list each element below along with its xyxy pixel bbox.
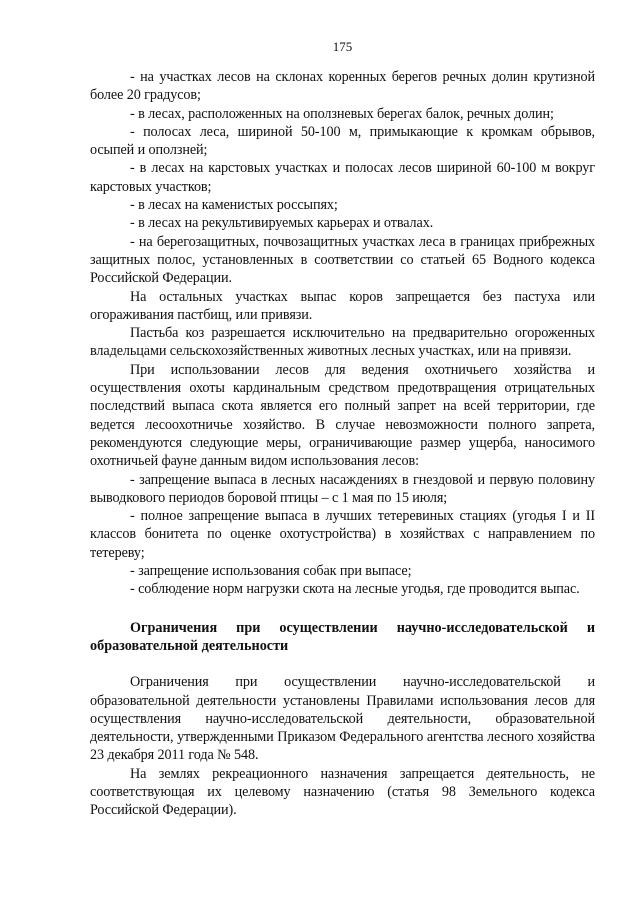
paragraph: - в лесах на рекультивируемых карьерах и отвалах.: [130, 215, 434, 232]
paragraph: - запрещение выпаса в лесных насаждениях в гнездовой и первую половину выводкового периодов боровой птицы – с 1 мая по 15 июля;: [90, 471, 595, 506]
paragraph: Пастьба коз разрешается исключительно на предварительно огороженных владельцами сельскохозяйственных животных лесных участках, или на привязи.: [90, 325, 595, 360]
paragraph: Ограничения при осуществлении научно-исследовательской и образовательной деятельности установлены Правилами использования лесов для осуществления научно-исследовательской деятельности, образовательной деятельности, утвержденными Приказом Федерального агентства лесного хозяйства 23 декабря 2011 года № 548.: [90, 674, 595, 764]
paragraph: - в лесах, расположенных на оползневых берегах балок, речных долин;: [130, 105, 554, 122]
document-page: [90, 38, 595, 820]
page-number: 175: [332, 39, 353, 54]
paragraph: При использовании лесов для ведения охотничьего хозяйства и осуществления охоты кардинальным средством предотвращения отрицательных последствий выпаса скота является его полный запрет на всей территории, где ведется лесоохотничье хозяйство. В случае невозможности полного запрета, рекомендуются следующие меры, ограничивающие размер ущерба, наносимого охотничьей фауне данным видом использования лесов:: [90, 361, 595, 470]
body-after: [90, 673, 595, 819]
paragraph: - полное запрещение выпаса в лучших тетеревиных стациях (угодья I и II классов бонитета по оценке охотустройства) в хозяйствах с направлением по тетереву;: [90, 508, 595, 561]
paragraph: - полосах леса, шириной 50-100 м, примыкающие к кромкам обрывов, осыпей и оползней;: [90, 123, 595, 159]
paragraph: - соблюдение норм нагрузки скота на лесные угодья, где проводится выпас.: [130, 581, 580, 598]
body-before: [90, 68, 595, 599]
paragraph: - запрещение использования собак при выпасе;: [130, 563, 412, 580]
section-heading: Ограничения при осуществлении научно-исследовательской и образовательной деятельности: [90, 619, 595, 654]
paragraph: - в лесах на каменистых россыпях;: [130, 197, 338, 214]
paragraph: - на участках лесов на склонах коренных берегов речных долин крутизной более 20 градусов;: [90, 69, 595, 104]
paragraph: - на берегозащитных, почвозащитных участках леса в границах прибрежных защитных полос, установленных в соответствии со статьей 65 Водного кодекса Российской Федерации.: [90, 233, 595, 287]
paragraph: На землях рекреационного назначения запрещается деятельность, не соответствующая их целевому назначению (статья 98 Земельного кодекса Российской Федерации).: [90, 765, 595, 819]
paragraph: - в лесах на карстовых участках и полосах лесов шириной 60-100 м вокруг карстовых участков;: [90, 160, 595, 195]
paragraph: На остальных участках выпас коров запрещается без пастуха или огораживания пастбищ, или привязи.: [90, 288, 595, 323]
